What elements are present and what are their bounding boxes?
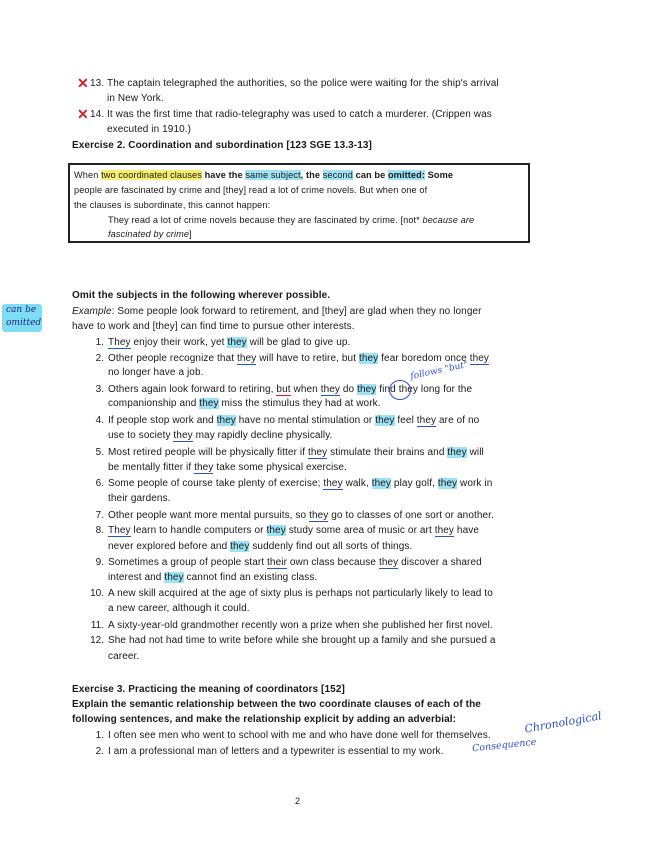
ex3-item-1-number: 1. — [95, 730, 104, 741]
item-6-line2: their gardens. — [108, 493, 171, 504]
item-11-number: 11. — [90, 620, 104, 631]
exercise-3-instruction-1: Explain the semantic relationship between the two coordinate clauses of each of the — [72, 699, 481, 710]
item-2-line2: no longer have a job. — [108, 367, 204, 378]
item-12-line2: career. — [108, 651, 140, 662]
item-4-line2: use to society they may rapidly decline physically. — [108, 430, 333, 441]
item-12-line1: She had not had time to write before while she brought up a family and she pursued a — [108, 635, 496, 646]
ex3-item-1-text: I often see men who went to school with me and who have done well for themselves. — [108, 730, 491, 741]
tag-line-2: omitted — [6, 318, 42, 328]
item-9-line2: interest and they cannot find an existing class. — [108, 572, 318, 583]
item-5-number: 5. — [95, 447, 104, 458]
exercise-3-title: Exercise 3. Practicing the meaning of coordinators [152] — [72, 684, 345, 695]
ex3-item-2-text: I am a professional man of letters and a typewriter is essential to my work. — [108, 746, 444, 757]
box-line-1: When two coordinated clauses have the same subject, the second can be omitted: Some — [74, 170, 454, 180]
item-2-number: 2. — [95, 353, 104, 364]
box-line-5: fascinated by crime] — [108, 229, 192, 239]
red-x-mark: ✕ — [77, 75, 89, 91]
item-8-line1: They learn to handle computers or they study some area of music or art they have — [108, 525, 480, 536]
handwritten-tag-can-be-omitted — [2, 304, 42, 332]
item-13-number: 13. — [90, 78, 105, 89]
item-14-line1: It was the first time that radio-telegraphy was used to catch a murderer. (Crippen was — [107, 109, 492, 120]
item-8-line2: never explored before and they suddenly find out all sorts of things. — [108, 541, 413, 552]
item-11-line1: A sixty-year-old grandmother recently won a prize when she published her first novel. — [108, 620, 493, 631]
handwritten-note-consequence: Consequence — [471, 736, 537, 755]
exercise-3-instruction-2: following sentences, and make the relationship explicit by adding an adverbial: — [72, 714, 457, 725]
example-line-2: have to work and [they] can find time to pursue other interests. — [72, 321, 355, 332]
item-7-number: 7. — [95, 510, 104, 521]
item-7-line1: Other people want more mental pursuits, so they go to classes of one sort or another. — [108, 510, 494, 521]
item-3-number: 3. — [95, 384, 104, 395]
page-number: 2 — [295, 796, 301, 806]
handwritten-note-chronological: Chronological — [523, 709, 603, 736]
box-line-2: people are fascinated by crime and [they] read a lot of crime novels. But when one of — [74, 185, 428, 195]
ex3-item-2-number: 2. — [95, 746, 104, 757]
item-5-line1: Most retired people will be physically fitter if they stimulate their brains and they will — [108, 447, 484, 458]
item-3-line1: Others again look forward to retiring, but when they do they find they long for the — [108, 384, 473, 395]
item-13-line1: The captain telegraphed the authorities, so the police were waiting for the ship's arrival — [107, 78, 499, 89]
item-6-line1: Some people of course take plenty of exercise; they walk, they play golf, they work in — [108, 478, 493, 489]
item-4-line1: If people stop work and they have no mental stimulation or they feel they are of no — [108, 415, 480, 426]
item-4-number: 4. — [95, 415, 104, 426]
item-9-number: 9. — [95, 557, 104, 568]
box-line-3: the clauses is subordinate, this cannot happen: — [74, 200, 271, 210]
item-14-line2: executed in 1910.) — [107, 124, 192, 135]
omit-subjects-title: Omit the subjects in the following wherever possible. — [72, 290, 331, 301]
item-13-line2: in New York. — [107, 93, 164, 104]
item-3-line2: companionship and they miss the stimulus they had at work. — [108, 398, 381, 409]
item-6-number: 6. — [95, 478, 104, 489]
item-5-line2: be mentally fitter if they take some physical exercise. — [108, 462, 347, 473]
item-1-number: 1. — [95, 337, 104, 348]
handwritten-note-follows-but: follows "but" — [409, 360, 469, 382]
item-1-line1: They enjoy their work, yet they will be glad to give up. — [108, 337, 351, 348]
red-x-mark: ✕ — [77, 106, 89, 122]
grammar-note-box — [68, 163, 530, 243]
item-10-line1: A new skill acquired at the age of sixty plus is perhaps not particularly likely to lead to — [108, 588, 493, 599]
box-line-4: They read a lot of crime novels because they are fascinated by crime. [not* because are — [108, 215, 475, 225]
item-10-line2: a new career, although it could. — [108, 603, 250, 614]
handwritten-circle-annotation — [389, 380, 411, 400]
exercise-2-title: Exercise 2. Coordination and subordination [123 SGE 13.3-13] — [72, 140, 372, 151]
item-8-number: 8. — [95, 525, 104, 536]
item-10-number: 10. — [90, 588, 104, 599]
tag-line-1: can be — [6, 305, 37, 315]
item-14-number: 14. — [90, 109, 105, 120]
example-line-1: Example: Some people look forward to retirement, and [they] are glad when they no longer — [72, 306, 482, 317]
item-2-line1: Other people recognize that they will have to retire, but they fear boredom once they — [108, 353, 489, 364]
item-12-number: 12. — [90, 635, 104, 646]
item-9-line1: Sometimes a group of people start their own class because they discover a shared — [108, 557, 482, 568]
